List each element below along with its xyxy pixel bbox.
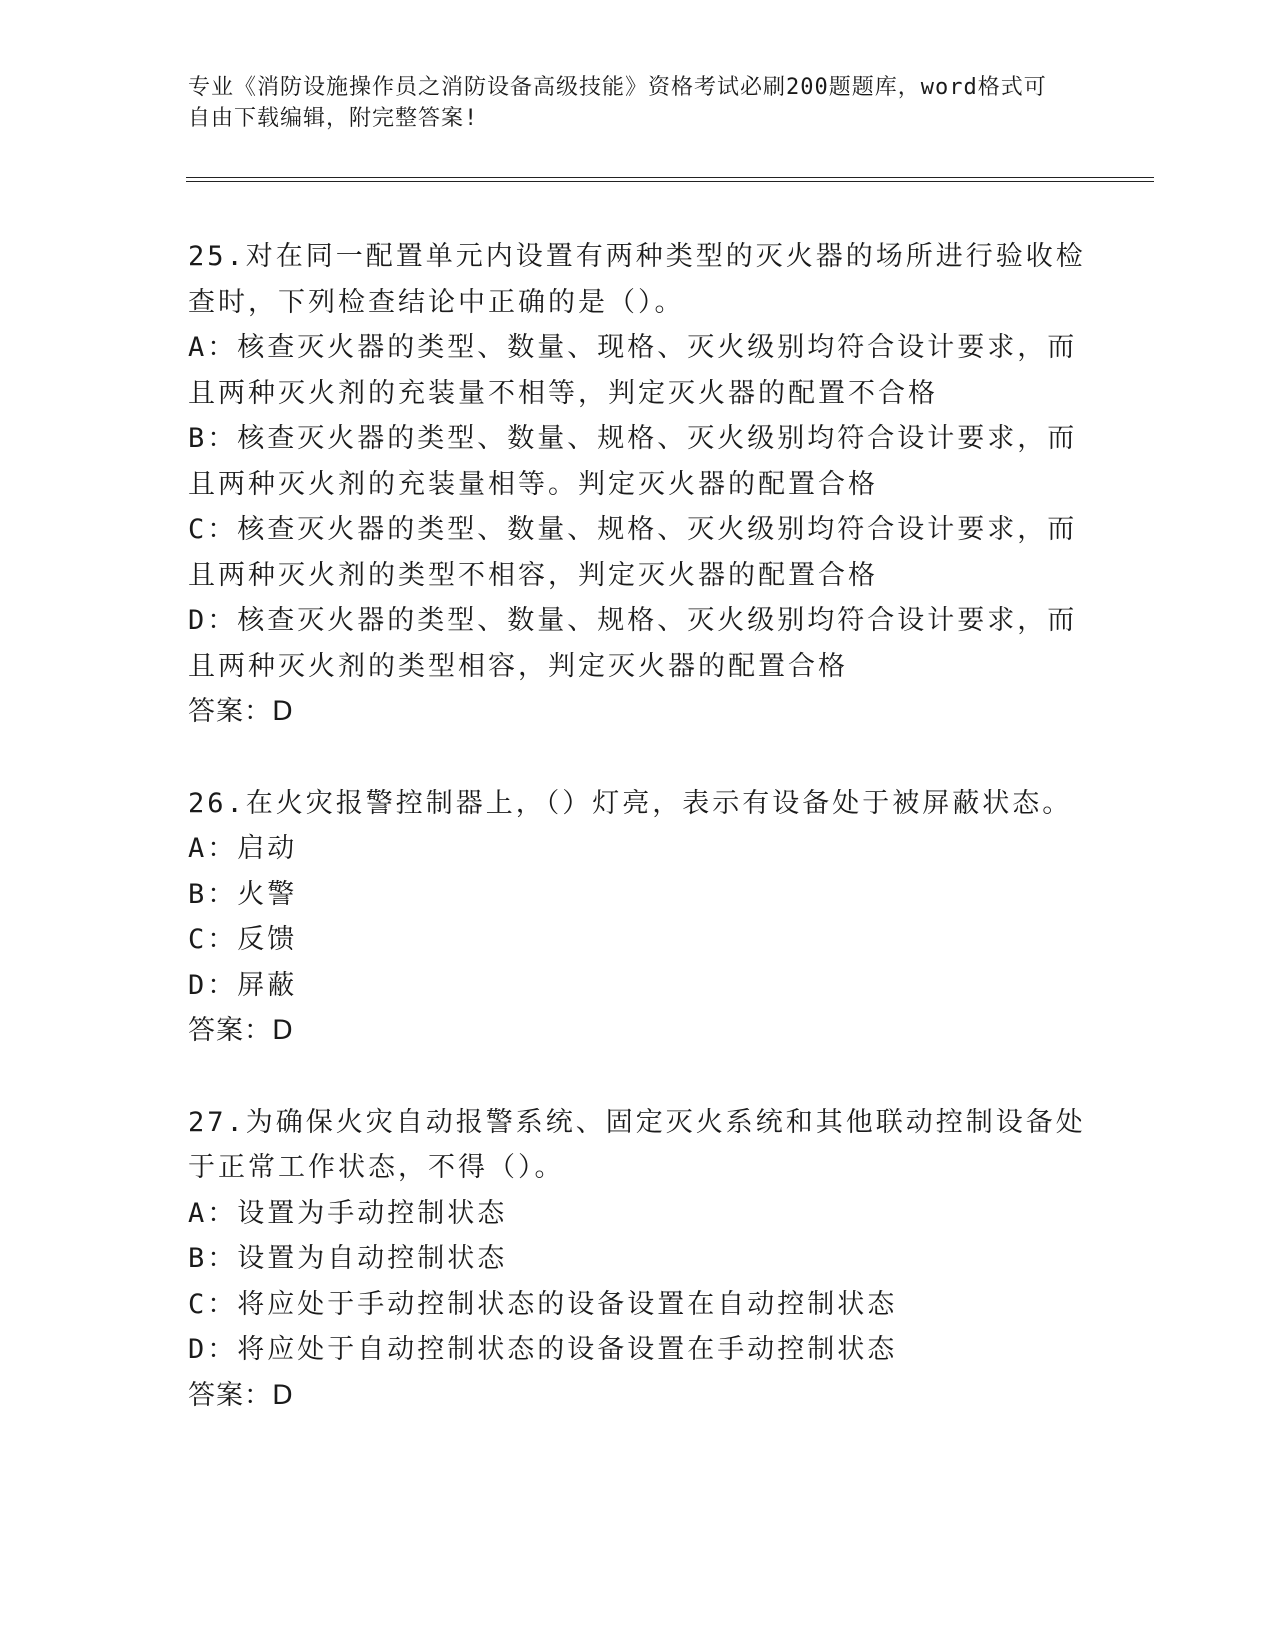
option-a: A：启动: [188, 833, 298, 864]
option-c: C：将应处于手动控制状态的设备设置在自动控制状态: [188, 1288, 898, 1320]
page-header: 专业《消防设施操作员之消防设备高级技能》资格考试必刷200题题库，word格式可自由下载编辑，附完整答案!: [188, 75, 1047, 131]
option-d: D：屏蔽: [188, 969, 298, 1001]
question-27: [188, 1100, 1088, 1419]
option-d: D：核查灭火器的类型、数量、规格、灭火级别均符合设计要求，而且两种灭火剂的类型相容，判定灭火器的配置合格: [188, 605, 1078, 682]
answer-label: 答案：D: [188, 696, 294, 727]
answer-label: 答案：D: [188, 1015, 294, 1046]
option-b: B：火警: [188, 878, 298, 910]
question-list: [188, 234, 1088, 1464]
question-stem: 25.对在同一配置单元内设置有两种类型的灭火器的场所进行验收检查时，下列检查结论中正确的是（）。: [188, 241, 1086, 318]
question-stem: 27.为确保火灾自动报警系统、固定灭火系统和其他联动控制设备处于正常工作状态，不得（）。: [188, 1106, 1086, 1183]
answer-label: 答案：D: [188, 1379, 294, 1411]
question-25: [188, 234, 1088, 735]
option-d: D：将应处于自动控制状态的设备设置在手动控制状态: [188, 1334, 898, 1365]
question-stem: 26.在火灾报警控制器上，（）灯亮，表示有设备处于被屏蔽状态。: [188, 787, 1073, 819]
option-a: A：核查灭火器的类型、数量、现格、灭火级别均符合设计要求，而且两种灭火剂的充装量不相等，判定灭火器的配置不合格: [188, 332, 1078, 409]
question-26: [188, 781, 1088, 1054]
option-b: B：核查灭火器的类型、数量、规格、灭火级别均符合设计要求，而且两种灭火剂的充装量相等。判定灭火器的配置合格: [188, 423, 1078, 500]
header-divider: [186, 177, 1154, 182]
option-b: B：设置为自动控制状态: [188, 1243, 508, 1274]
option-c: C：核查灭火器的类型、数量、规格、灭火级别均符合设计要求，而且两种灭火剂的类型不相容，判定灭火器的配置合格: [188, 514, 1078, 591]
option-c: C：反馈: [188, 924, 298, 955]
option-a: A：设置为手动控制状态: [188, 1197, 508, 1229]
